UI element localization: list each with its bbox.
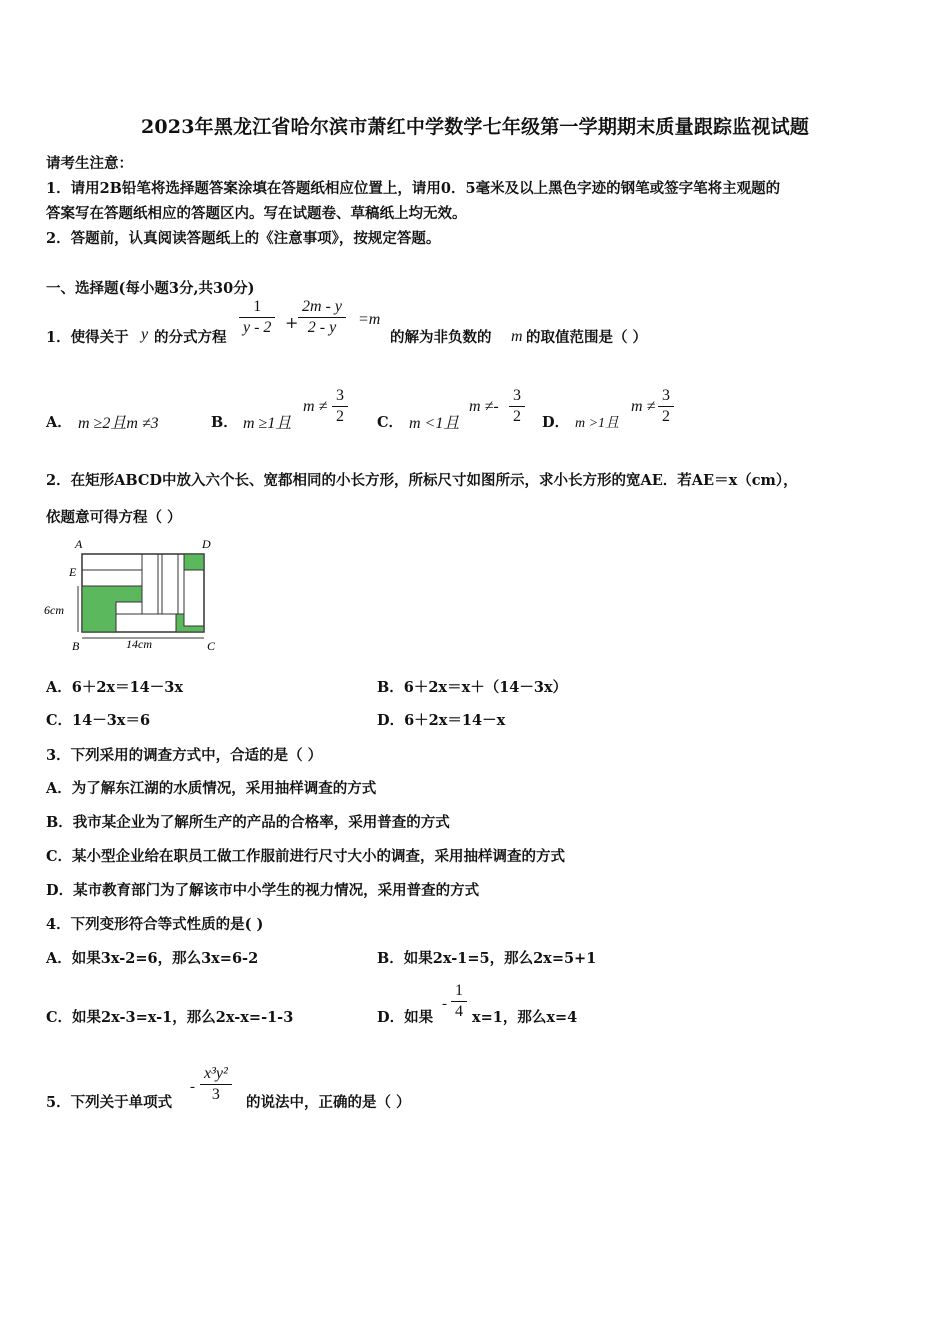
q2-option-d: D．6＋2x＝14－x xyxy=(377,712,506,729)
q4-option-a: A．如果3x-2=6，那么3x=6-2 xyxy=(46,950,259,967)
q5-suffix: 的说法中，正确的是（ ） xyxy=(246,1094,411,1111)
q2-stem-line-1: 2．在矩形ABCD中放入六个长、宽都相同的小长方形，所标尺寸如图所示，求小长方形的宽AE．若AE＝x（cm）， xyxy=(46,472,798,489)
q1-option-c-label: C． xyxy=(377,414,404,431)
q1-option-b-frac xyxy=(332,386,348,427)
q1-option-c: m <1且 xyxy=(409,415,460,432)
q4-option-d-suffix: x=1，那么x=4 xyxy=(472,1009,578,1026)
q1-option-c-num: 3 xyxy=(509,386,525,407)
label-b: B xyxy=(72,639,80,653)
q1-option-a: m ≥2且m ≠3 xyxy=(78,415,159,432)
q2-option-c: C．14－3x＝6 xyxy=(46,712,151,729)
notice-heading: 请考生注意： xyxy=(46,155,133,172)
q5-minus: - xyxy=(190,1079,195,1095)
notice-line-2: 答案写在答题纸相应的答题区内。写在试题卷、草稿纸上均无效。 xyxy=(46,205,467,222)
q4-option-d-minus: - xyxy=(442,996,447,1012)
q1-var-y: y xyxy=(141,326,149,343)
q1-mid: 的分式方程 xyxy=(154,329,227,346)
q4-option-d-den: 4 xyxy=(455,1003,463,1020)
q4-option-c: C．如果2x-3=x-1，那么2x-x=-1-3 xyxy=(46,1009,294,1026)
notice-line-1: 1．请用2B铅笔将选择题答案涂填在答题纸相应位置上，请用0．5毫米及以上黑色字迹的钢笔或签字笔将主观题的 xyxy=(46,180,781,197)
q1-option-d-label: D． xyxy=(542,414,570,431)
page-title: 2023年黑龙江省哈尔滨市萧红中学数学七年级第一学期期末质量跟踪监视试题 xyxy=(140,116,810,138)
q1-prefix: 1．使得关于 xyxy=(46,329,129,346)
q1-f2-den: 2 - y xyxy=(307,319,337,336)
shaded-region-left xyxy=(82,586,142,632)
q1-option-b: m ≥1且 xyxy=(243,415,292,432)
label-14cm: 14cm xyxy=(126,637,152,651)
q4-option-d-prefix: D．如果 xyxy=(377,1009,434,1026)
q1-eq: =m xyxy=(358,311,381,328)
q1-option-c-frac xyxy=(509,386,525,427)
q1-fraction-1 xyxy=(239,297,275,338)
q1-option-c-den: 2 xyxy=(513,408,521,425)
q1-option-d-den: 2 xyxy=(662,408,670,425)
q1-fraction-2 xyxy=(298,297,346,338)
small-rect-2 xyxy=(82,570,142,586)
small-rect-6 xyxy=(116,614,176,632)
q5-den: 3 xyxy=(211,1086,220,1103)
q3-option-c: C．某小型企业给在职员工做工作服前进行尺寸大小的调查，采用抽样调查的方式 xyxy=(46,848,566,865)
q4-option-d-num: 1 xyxy=(451,981,467,1002)
q3-option-b: B．我市某企业为了解所生产的产品的合格率，采用普查的方式 xyxy=(46,814,450,831)
q4-option-b: B．如果2x-1=5，那么2x=5+1 xyxy=(377,950,597,967)
small-rect-1 xyxy=(82,554,142,570)
label-6cm: 6cm xyxy=(44,603,64,617)
q2-option-b: B．6＋2x＝x＋（14－3x） xyxy=(377,679,568,696)
q1-suffix-1: 的解为非负数的 xyxy=(390,329,492,346)
small-rect-5 xyxy=(184,570,204,626)
small-rect-4 xyxy=(162,554,178,614)
q5-num: x³y² xyxy=(200,1064,232,1085)
q1-option-d-frac xyxy=(658,386,674,427)
shaded-region-top-right xyxy=(184,554,204,570)
label-e: E xyxy=(69,565,77,579)
q2-figure xyxy=(42,534,232,654)
label-a: A xyxy=(75,537,83,551)
section-heading: 一、选择题(每小题3分,共30分) xyxy=(46,280,255,297)
q1-option-b-den: 2 xyxy=(336,408,344,425)
q1-option-d-num: 3 xyxy=(658,386,674,407)
q1-suffix-2: 的取值范围是（ ） xyxy=(526,329,648,346)
label-d: D xyxy=(202,537,211,551)
notice-line-3: 2．答题前，认真阅读答题纸上的《注意事项》，按规定答题。 xyxy=(46,230,441,247)
small-rect-3 xyxy=(142,554,158,614)
q3-option-d: D．某市教育部门为了解该市中小学生的视力情况，采用普查的方式 xyxy=(46,882,480,899)
q4-option-d-frac xyxy=(451,981,467,1022)
q1-option-b-label: B． xyxy=(211,414,238,431)
q2-option-a: A．6＋2x＝14－3x xyxy=(46,679,183,696)
q1-f2-num: 2m - y xyxy=(298,297,346,318)
q1-option-a-label: A． xyxy=(46,414,72,431)
q3-option-a: A．为了解东江湖的水质情况，采用抽样调查的方式 xyxy=(46,780,377,797)
q5-prefix: 5．下列关于单项式 xyxy=(46,1094,173,1111)
q5-frac xyxy=(200,1064,232,1105)
shaded-region-bottom-right xyxy=(176,614,204,632)
q1-option-b-num: 3 xyxy=(332,386,348,407)
q1-option-d: m >1且 xyxy=(575,416,620,431)
q1-plus: + xyxy=(285,313,299,332)
q1-var-m: m xyxy=(511,328,523,345)
q1-option-b-ne: m ≠ xyxy=(303,398,328,415)
q3-stem: 3．下列采用的调查方式中，合适的是（ ） xyxy=(46,747,323,764)
q4-stem: 4．下列变形符合等式性质的是( ) xyxy=(46,916,264,933)
q1-option-c-ne: m ≠- xyxy=(469,398,499,415)
q1-f1-den: y - 2 xyxy=(243,319,272,336)
q2-stem-line-2: 依题意可得方程（ ） xyxy=(46,509,182,526)
label-c: C xyxy=(207,639,216,653)
q1-option-d-ne: m ≠ xyxy=(631,398,656,415)
q1-f1-num: 1 xyxy=(239,297,275,318)
